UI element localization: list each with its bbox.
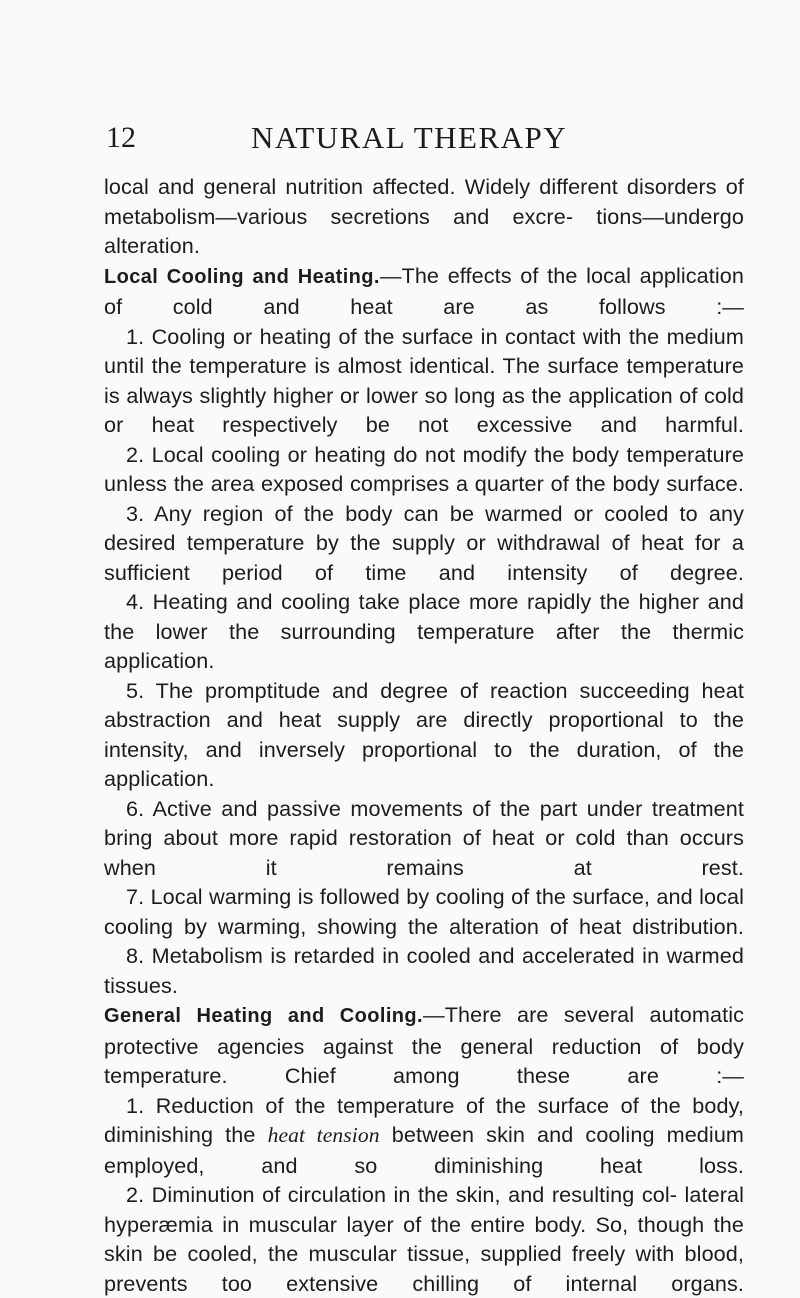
paragraph-text: local and general nutrition affected. Widely different disorders of metabolism—various secretions and excre- tions—undergo alteration. xyxy=(104,174,744,258)
paragraph-text: 5. The promptitude and degree of reaction succeeding heat abstraction and heat supply are directly proportional to the intensity, and inversely proportional to the duration, of the application. xyxy=(104,677,744,791)
paragraph-text: 8. Metabolism is retarded in cooled and accelerated in warmed tissues. xyxy=(104,943,744,998)
list-item-local-3 xyxy=(104,499,744,588)
paragraph-text: —The effects of the local application of cold and heat are as follows :— xyxy=(104,262,745,319)
list-item-general-2 xyxy=(104,1180,744,1298)
page-number: 12 xyxy=(106,121,136,154)
list-item-local-2 xyxy=(104,440,744,499)
section-heading-local-cooling: Local Cooling and Heating. xyxy=(104,265,380,288)
list-item-general-1 xyxy=(104,1091,744,1181)
paragraph-text: 1. Cooling or heating of the surface in contact with the medium until the temperature is almost identical. The surface temperature is always slightly higher or lower so long as the application of cold or heat respectively be not excessive and harmful. xyxy=(104,323,744,437)
paragraph-text: 2. Local cooling or heating do not modify the body temperature unless the area exposed comprises a quarter of the body surface. xyxy=(104,441,744,496)
paragraph-text: 2. Diminution of circulation in the skin, and resulting col- lateral hyperæmia in muscular layer of the entire body. So, though the skin be cooled, the muscular tissue, supplied freely with blood, prevents too extensive chilling of internal organs. xyxy=(104,1182,744,1296)
paragraph-text: 3. Any region of the body can be warmed or cooled to any desired temperature by the supply or withdrawal of heat for a sufficient period of time and intensity of degree. xyxy=(104,500,744,585)
paragraph-text: —There are several automatic protective agencies against the general reduction of body temperature. Chief among these are :— xyxy=(104,1002,744,1088)
paragraph-text-before: 1. Reduction of the temperature of the surface of the body, diminishing the xyxy=(104,1092,744,1147)
paragraph-general-heating-intro xyxy=(104,1000,744,1091)
list-item-local-5 xyxy=(104,676,744,794)
list-item-local-4 xyxy=(104,587,744,676)
running-header xyxy=(106,118,746,158)
paragraph-nutrition-continuation xyxy=(104,172,744,261)
body-text xyxy=(104,172,744,1298)
paragraph-text: 7. Local warming is followed by cooling of the surface, and local cooling by warming, showing the alteration of heat distribution. xyxy=(104,884,744,939)
list-item-local-8 xyxy=(104,941,744,1000)
paragraph-text: 6. Active and passive movements of the part under treatment bring about more rapid restoration of heat or cold than occurs when it remains at rest. xyxy=(104,795,744,880)
paragraph-text: 4. Heating and cooling take place more rapidly the higher and the lower the surrounding temperature after the thermic application. xyxy=(104,589,744,673)
list-item-local-7 xyxy=(104,882,744,941)
list-item-local-6 xyxy=(104,794,744,883)
paragraph-text-after: between skin and cooling medium employed, and so diminishing heat loss. xyxy=(104,1122,745,1178)
italic-term: heat tension xyxy=(267,1123,380,1147)
paragraph-local-cooling-intro xyxy=(104,261,744,322)
section-heading-general-heating: General Heating and Cooling. xyxy=(104,1005,423,1027)
list-item-local-1 xyxy=(104,322,744,440)
running-title: NATURAL THERAPY xyxy=(251,120,568,155)
